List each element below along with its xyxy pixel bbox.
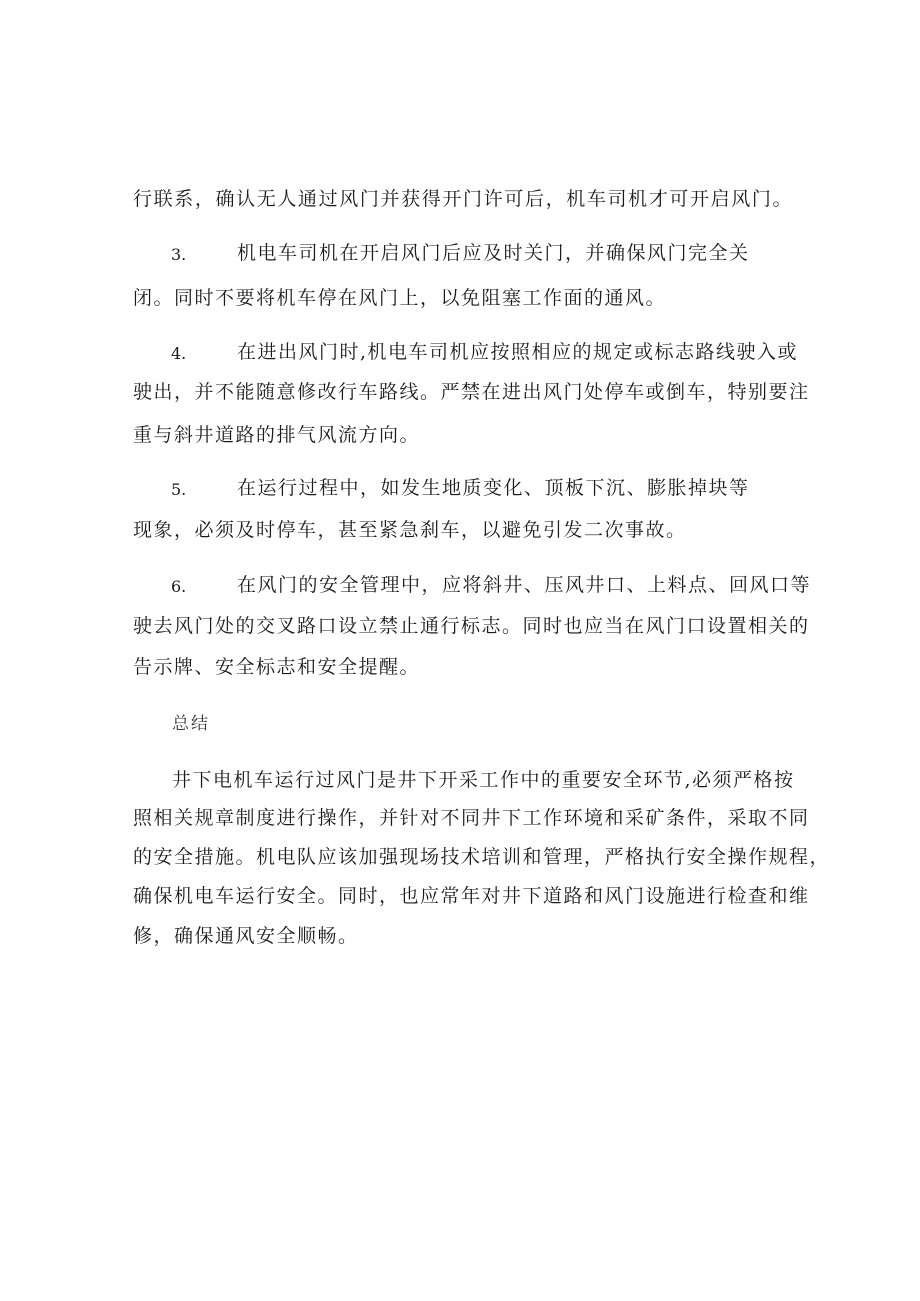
item-line: 驶出，并不能随意修改行车路线。严禁在进出风门处停车或倒车，特别要注 <box>133 381 810 403</box>
summary-first-line: 井下电机车运行过风门是井下开采工作中的重要安全环节,必须严格按 <box>172 769 795 791</box>
item-line: 告示牌、安全标志和安全提醒。 <box>133 656 421 678</box>
item-line: 重与斜井道路的排气风流方向。 <box>133 424 421 446</box>
item-number: 6. <box>171 577 187 596</box>
item-number: 3. <box>171 245 187 264</box>
summary-line: 照相关规章制度进行操作，并针对不同井下工作环境和采矿条件，采取不同 <box>133 807 810 829</box>
item-line: 驶去风门处的交叉路口设立禁止通行标志。同时也应当在风门口设置相关的 <box>133 615 810 637</box>
item-first-line: 在风门的安全管理中，应将斜井、压风井口、上料点、回风口等 <box>237 574 812 596</box>
item-number: 5. <box>171 480 187 499</box>
summary-line: 确保机电车运行安全。同时，也应常年对井下道路和风门设施进行检查和维 <box>133 885 810 907</box>
item-first-line: 在运行过程中，如发生地质变化、顶板下沉、膨胀掉块等 <box>237 477 750 499</box>
summary-heading: 总结 <box>172 714 210 734</box>
item-first-line: 在进出风门时,机电车司机应按照相应的规定或标志路线驶入或 <box>237 341 799 363</box>
item-first-line: 机电车司机在开启风门后应及时关门，并确保风门完全关 <box>237 242 750 264</box>
summary-line: 的安全措施。机电队应该加强现场技术培训和管理，严格执行安全操作规程， <box>133 846 831 868</box>
item-line: 闭。同时不要将机车停在风门上，以免阻塞工作面的通风。 <box>133 287 667 309</box>
item-number: 4. <box>171 344 187 363</box>
continuation-line: 行联系，确认无人通过风门并获得开门许可后，机车司机才可开启风门。 <box>133 188 793 210</box>
item-line: 现象，必须及时停车，甚至紧急刹车，以避免引发二次事故。 <box>133 519 687 541</box>
summary-line: 修，确保通风安全顺畅。 <box>133 925 359 947</box>
